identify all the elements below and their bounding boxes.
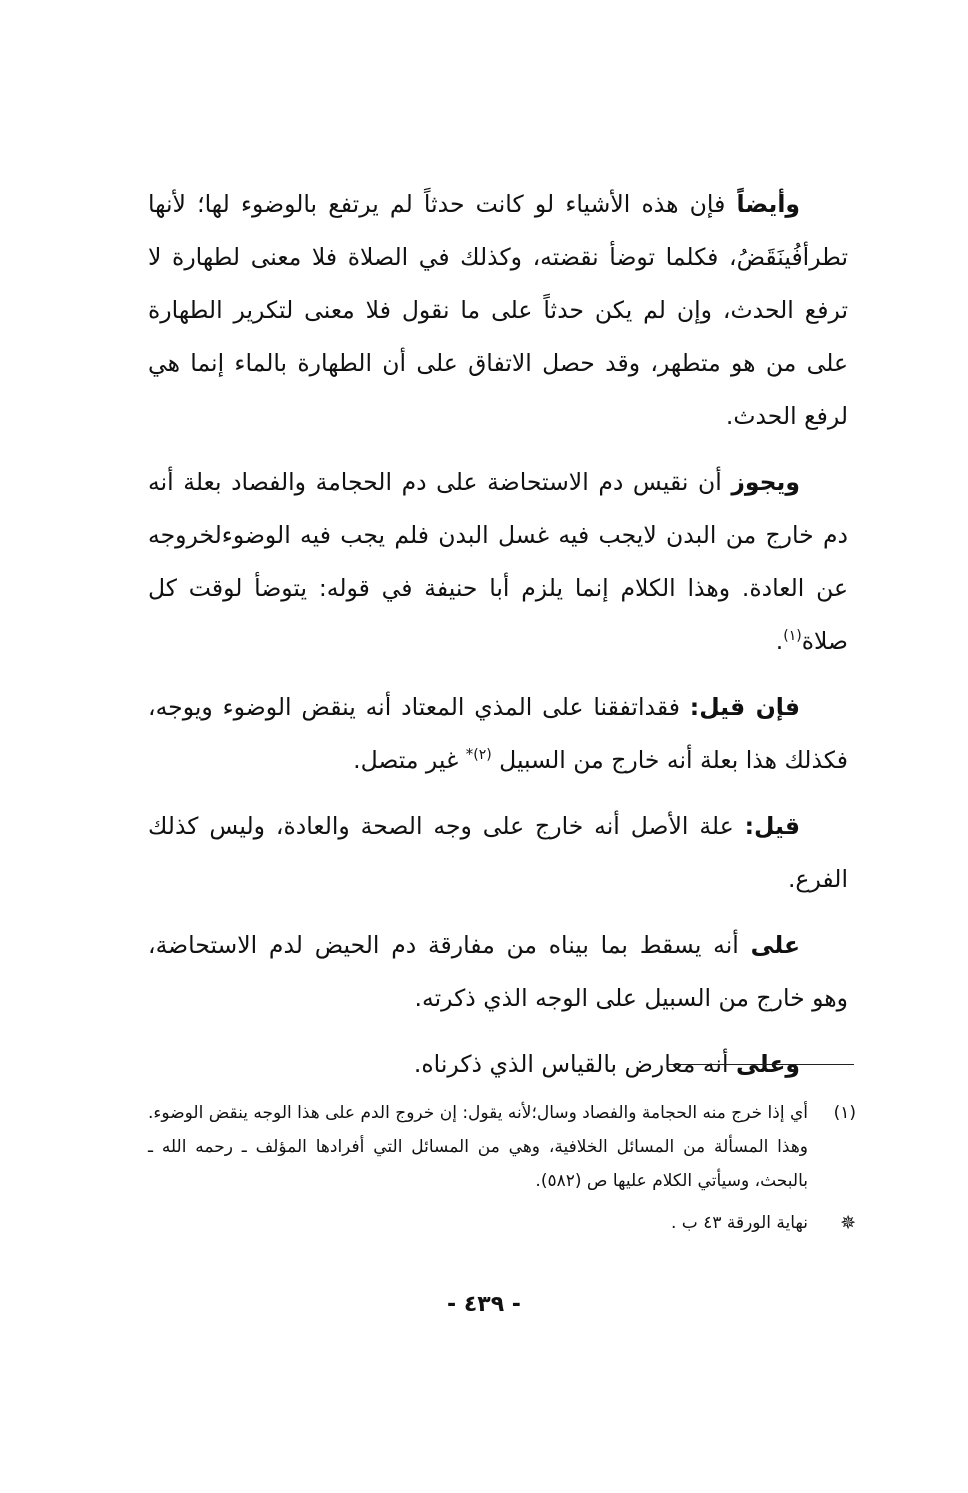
footnote-1-line-1: أي إذا خرج منه الحجامة والفصاد وسال؛لأنه يقول: إن خروج الدم على هذا الوجه ينقض الوضوء.: [148, 1103, 808, 1123]
star-icon: ✵: [840, 1212, 856, 1234]
paragraph-6-text: أنه معارض بالقياس الذي ذكرناه.: [413, 1050, 736, 1078]
paragraph-4: [148, 800, 848, 906]
page-number: - ٤٣٩ -: [447, 1292, 521, 1317]
footnotes: [148, 1096, 856, 1240]
paragraph-2-end: .: [775, 627, 784, 655]
footnote-1-number: (١): [833, 1103, 856, 1123]
paragraph-3: [148, 681, 848, 787]
footnote-1-body: [148, 1096, 808, 1198]
folio-marker-star: *: [465, 745, 474, 764]
footnote-ref-2: (٢): [473, 747, 492, 764]
paragraph-5-text: أنه يسقط بما بيناه من مفارقة دم الحيض لدم الاستحاضة، وهو خارج من السبيل على الوجه الذي ذكرته.: [148, 931, 848, 1012]
paragraph-1-lead: وأيضاً: [736, 190, 800, 218]
footnote-star: [148, 1206, 856, 1240]
paragraph-4-lead: قيل:: [744, 812, 800, 840]
main-text: [148, 178, 848, 1104]
paragraph-3-text: فقداتفقنا على المذي المعتاد أنه ينقض الوضوء ويوجه، فكذلك هذا بعلة أنه خارج من السبيل: [148, 693, 848, 774]
footnote-divider: [668, 1064, 854, 1065]
paragraph-2: [148, 456, 848, 668]
paragraph-2-lead: ويجوز: [731, 468, 800, 496]
paragraph-6-lead: وعلى: [735, 1050, 800, 1078]
paragraph-1-text: فإن هذه الأشياء لو كانت حدثاً لم يرتفع بالوضوء لها؛ لأنها تطرأفُينَقَضُ، فكلما توضأ نقضته، وكذلك في الصلاة فلا معنى لطهارة لا ترفع الحدث، وإن لم يكن حدثاً على ما نقول فلا معنى لتكرير الطهارة على من هو متطهر، وقد حصل الاتفاق على أن الطهارة بالماء إنما هي لرفع الحدث.: [148, 190, 848, 430]
paragraph-2-text: أن نقيس دم الاستحاضة على دم الحجامة والفصاد بعلة أنه دم خارج من البدن لايجب فيه غسل البدن فلم يجب فيه الوضوءلخروجه عن العادة. وهذا الكلام إنما يلزم أبا حنيفة في قوله: يتوضأ لوقت كل صلاة: [148, 468, 848, 655]
paragraph-1: [148, 178, 848, 443]
paragraph-3-end: غير متصل.: [353, 746, 466, 774]
footnote-ref-1: (١): [783, 628, 802, 645]
paragraph-5-lead: على: [750, 931, 800, 959]
paragraph-4-text: علة الأصل أنه خارج على وجه الصحة والعادة، وليس كذلك الفرع.: [148, 812, 848, 893]
paragraph-5: [148, 919, 848, 1025]
footnote-1: [148, 1096, 856, 1198]
paragraph-3-lead: فإن قيل:: [689, 693, 800, 721]
footnote-1-line-2: وهذا المسألة من المسائل الخلافية، وهي من المسائل التي أفرادها المؤلف ـ رحمه الله ـ بالبحث، وسيأتي الكلام عليها ص (٥٨٢).: [148, 1137, 808, 1191]
footnote-star-text: نهاية الورقة ٤٣ ب .: [670, 1213, 808, 1233]
